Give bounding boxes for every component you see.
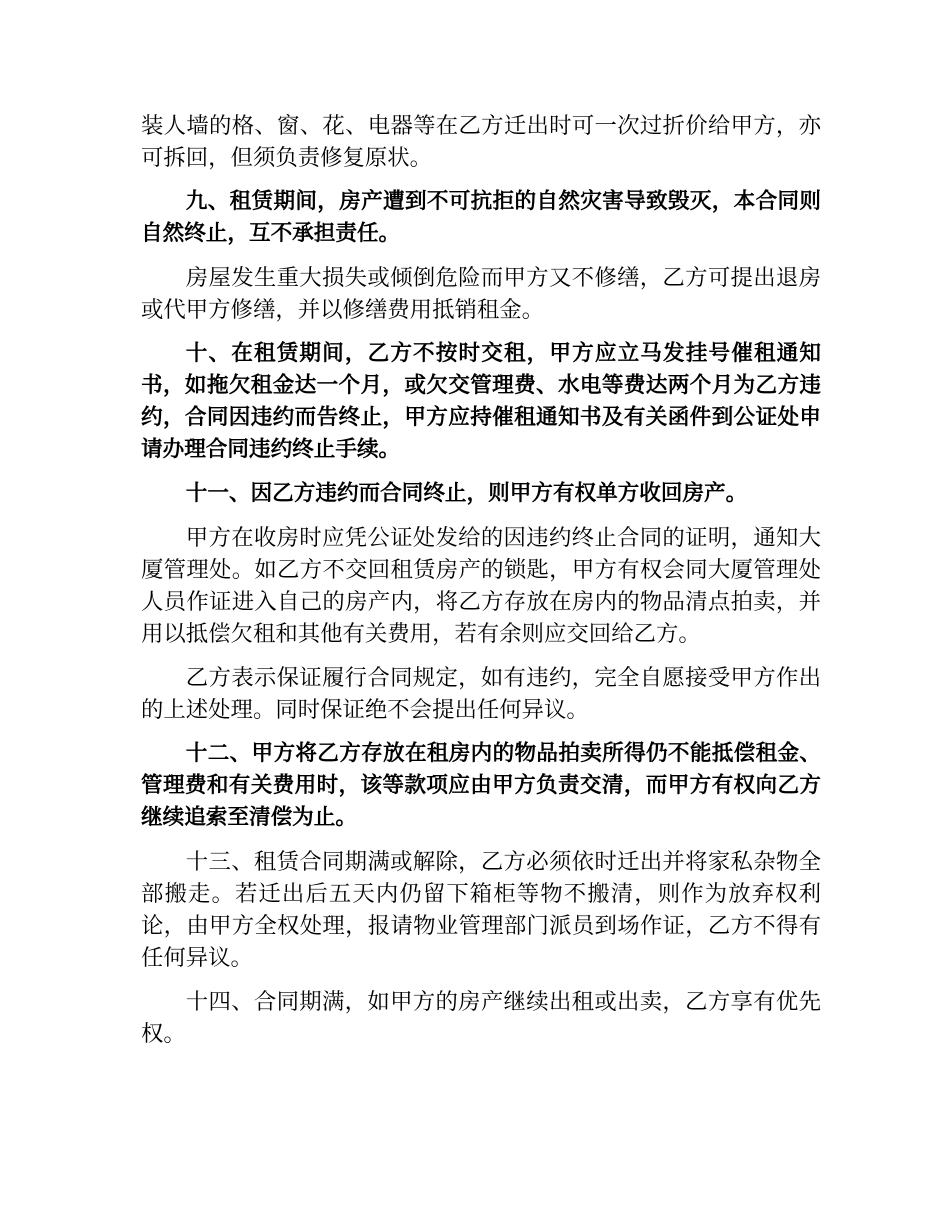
clause-9-heading: 九、租赁期间，房产遭到不可抗拒的自然灾害导致毁灭，本合同则自然终止，互不承担责任。 (141, 189, 821, 246)
clause-10-heading: 十、在租赁期间，乙方不按时交租，甲方应立马发挂号催租通知书，如拖欠租金达一个月，或欠交管理费、水电等费达两个月为乙方违约，合同因违约而告终止，甲方应持催租通知书及有关函件到公证处申请办理合同违约终止手续。 (141, 341, 821, 462)
clause-12-heading: 十二、甲方将乙方存放在租房内的物品拍卖所得仍不能抵偿租金、管理费和有关费用时，该等款项应由甲方负责交清，而甲方有权向乙方继续追索至清偿为止。 (141, 741, 821, 830)
clause-11-heading: 十一、因乙方违约而合同终止，则甲方有权单方收回房产。 (185, 481, 748, 506)
clause-11-body-2: 乙方表示保证履行合同规定，如有违约，完全自愿接受甲方作出的上述处理。同时保证绝不会提出任何异议。 (141, 665, 821, 723)
clause-9-body: 房屋发生重大损失或倾倒危险而甲方又不修缮，乙方可提出退房或代甲方修缮，并以修缮费用抵销租金。 (141, 265, 821, 323)
clause-13-body: 十三、租赁合同期满或解除，乙方必须依时迁出并将家私杂物全部搬走。若迁出后五天内仍留下箱柜等物不搬清，则作为放弃权利论，由甲方全权处理，报请物业管理部门派员到场作证，乙方不得有任何异议。 (141, 849, 821, 971)
paragraph-continuation: 装人墙的格、窗、花、电器等在乙方迁出时可一次过折价给甲方，亦可拆回，但须负责修复原状。 (141, 113, 821, 171)
clause-11-body: 甲方在收房时应凭公证处发给的因违约终止合同的证明，通知大厦管理处。如乙方不交回租赁房产的锁匙，甲方有权会同大厦管理处人员作证进入自己的房产内，将乙方存放在房内的物品清点拍卖，并用以抵偿欠租和其他有关费用，若有余则应交回给乙方。 (141, 525, 821, 647)
document-body (141, 110, 821, 1062)
clause-14-body: 十四、合同期满，如甲方的房产继续出租或出卖，乙方享有优先权。 (141, 989, 821, 1047)
